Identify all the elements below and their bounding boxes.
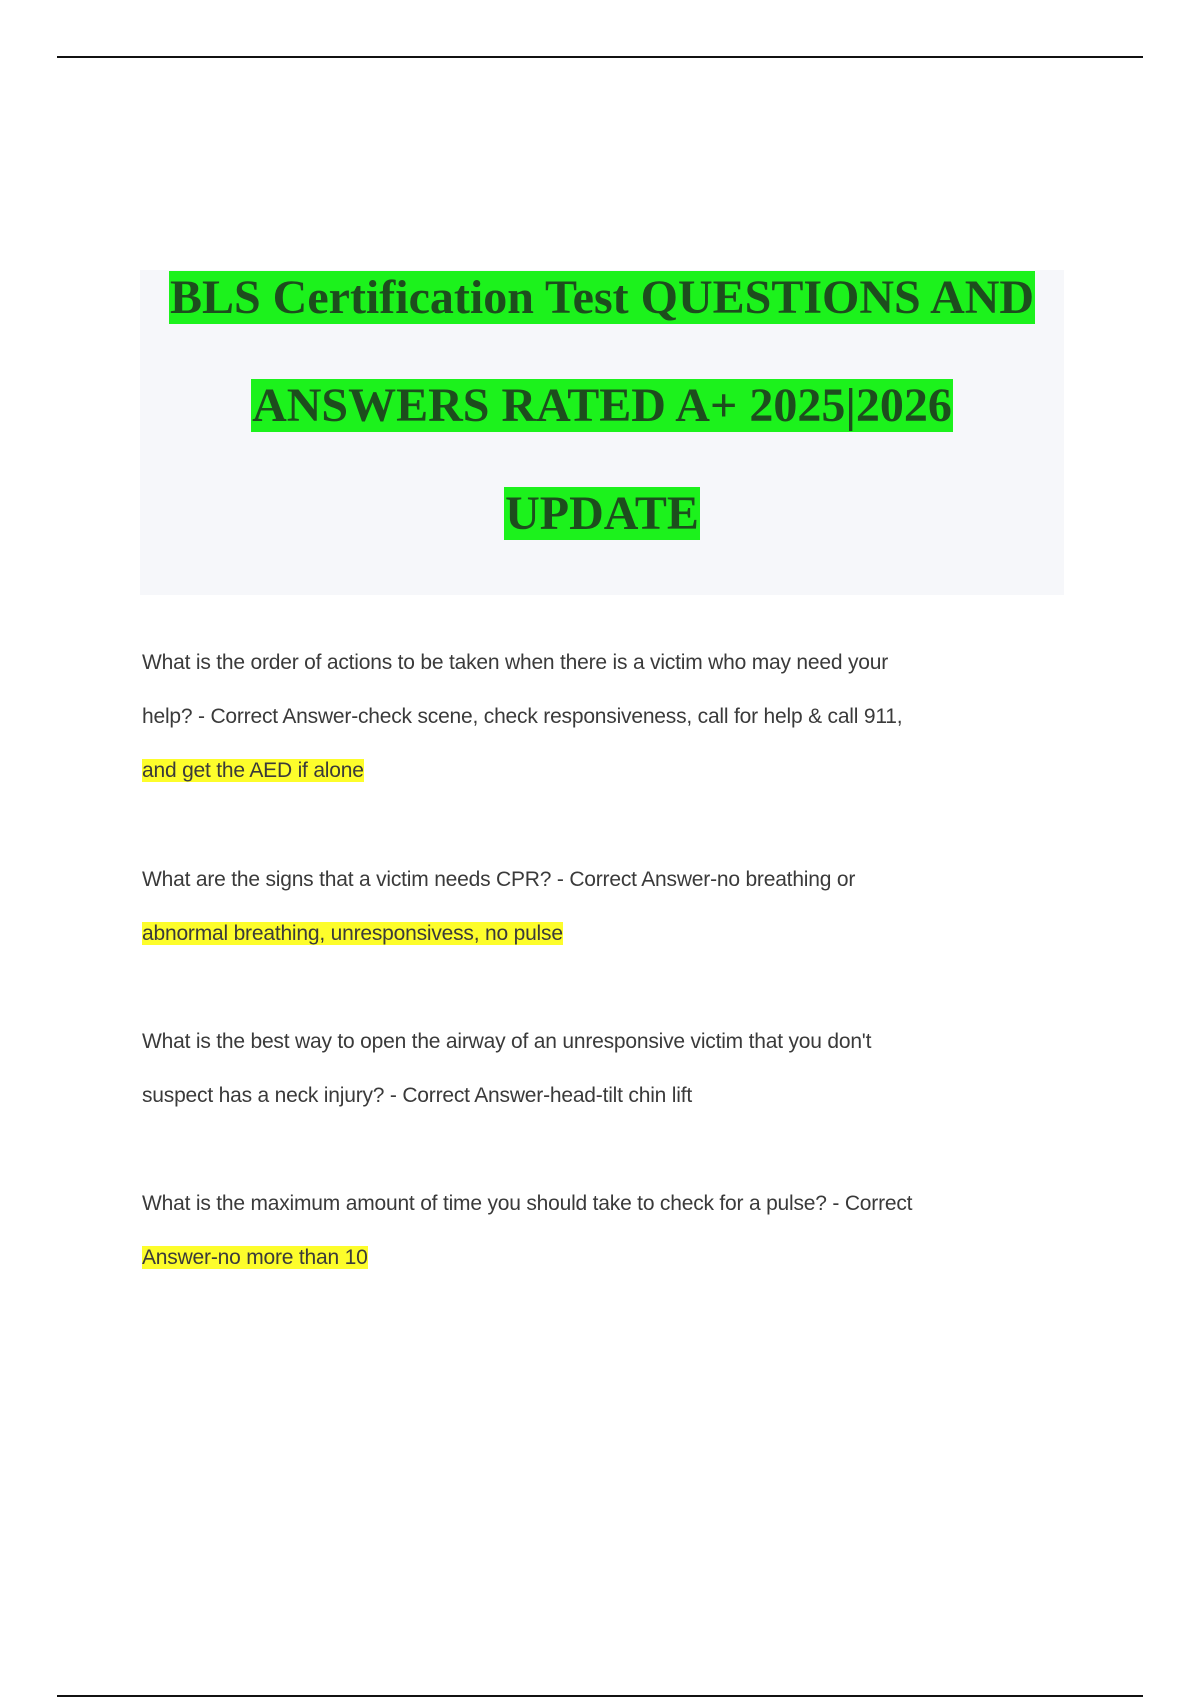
qa-line-text: help? - Correct Answer-check scene, check responsiveness, call for help & call 911, (142, 705, 903, 728)
qa-line-text: What is the best way to open the airway of an unresponsive victim that you don't (142, 1030, 872, 1053)
title-line-2 (140, 378, 1064, 434)
highlighted-answer: abnormal breathing, unresponsivess, no pulse (142, 922, 563, 945)
qa-line-text: What is the order of actions to be taken when there is a victim who may need your (142, 651, 889, 674)
qa-item-4 (142, 1177, 1042, 1285)
qa-item-1 (142, 636, 1042, 798)
title-line-3 (140, 486, 1064, 542)
title-block (140, 270, 1064, 595)
qa-line-text: suspect has a neck injury? - Correct Answer-head-tilt chin lift (142, 1084, 692, 1107)
qa-line (142, 636, 1042, 690)
qa-line (142, 1231, 1042, 1285)
qa-line-text: What are the signs that a victim needs CPR? - Correct Answer-no breathing or (142, 868, 856, 891)
title-line-2-text: ANSWERS RATED A+ 2025|2026 (252, 379, 952, 432)
qa-line (142, 853, 1042, 907)
qa-line (142, 1177, 1042, 1231)
qa-item-2 (142, 853, 1042, 961)
highlighted-answer: Answer-no more than 10 (142, 1246, 368, 1269)
highlighted-answer: and get the AED if alone (142, 759, 364, 782)
top-rule (57, 56, 1143, 58)
qa-line (142, 744, 1042, 798)
qa-item-3 (142, 1015, 1042, 1123)
title-line-1-text: BLS Certification Test QUESTIONS AND (169, 271, 1035, 324)
title-line-1 (140, 270, 1064, 326)
qa-line (142, 1015, 1042, 1069)
qa-line (142, 907, 1042, 961)
qa-line (142, 1069, 1042, 1123)
qa-line-text: What is the maximum amount of time you should take to check for a pulse? - Correct (142, 1192, 913, 1215)
qa-line (142, 690, 1042, 744)
bottom-rule (57, 1695, 1143, 1697)
title-line-3-text: UPDATE (505, 487, 699, 540)
